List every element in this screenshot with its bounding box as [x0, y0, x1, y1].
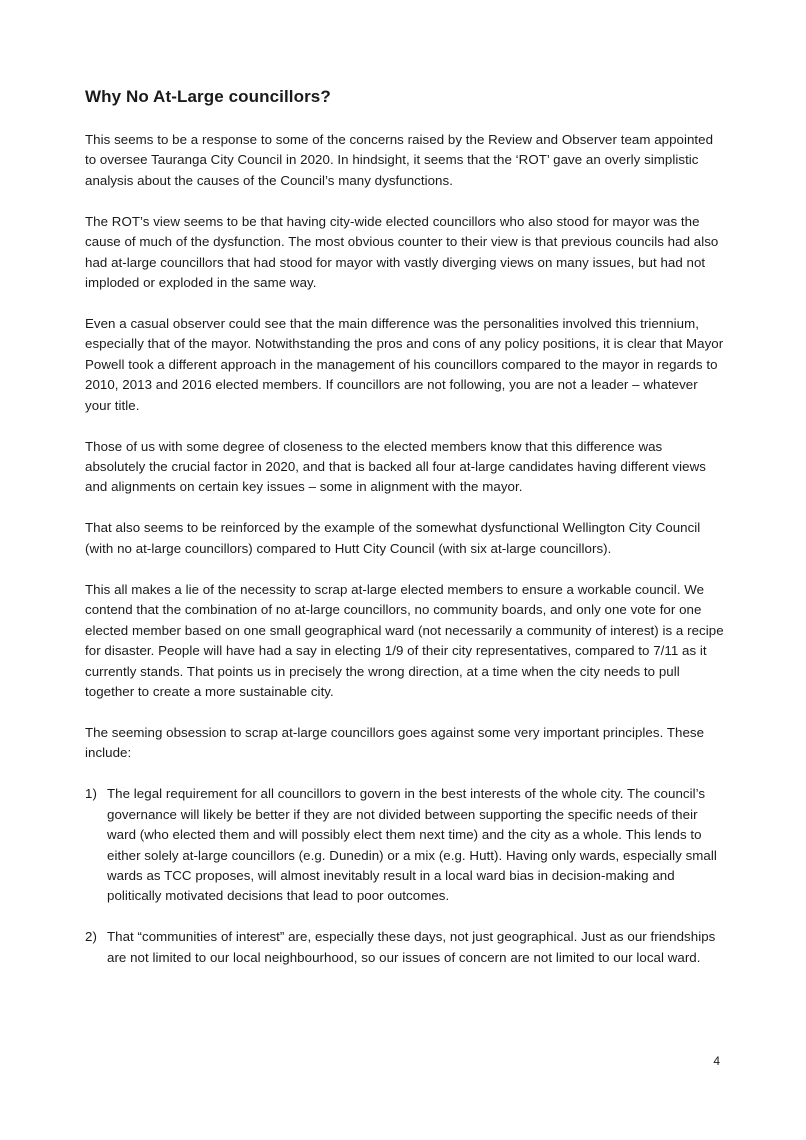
paragraph-makes-a-lie: This all makes a lie of the necessity to scrap at-large elected members to ensure a workable council. We contend that the combination of no at-large councillors, no community boards, and only one vote for one elected member based on one small geographical ward (not necessarily a community of interest) is a recipe for disaster. People will have had a say in electing 1/9 of their city representatives, compared to 7/11 as it currently stands. That points us in precisely the wrong direction, at a time when the city needs to pull together to create a more sustainable city.: [85, 581, 724, 699]
list-item: [85, 927, 725, 968]
paragraph-closeness: Those of us with some degree of closeness to the elected members know that this difference was absolutely the crucial factor in 2020, and that is backed all four at-large candidates having different views and alignments on certain key issues – some in alignment with the mayor.: [85, 438, 706, 495]
page-heading: Why No At-Large councillors?: [85, 87, 331, 106]
paragraph-casual-observer: Even a casual observer could see that the main difference was the personalities involved this triennium, especially that of the mayor. Notwithstanding the pros and cons of any policy positions, it is clear that Mayor Powell took a different approach in the management of his councillors compared to the mayor in regards to 2010, 2013 and 2016 elected members. If councillors are not following, you are not a leader – whatever your title.: [85, 316, 724, 413]
list-item-number: 1): [85, 786, 97, 802]
paragraph-wellington-example: That also seems to be reinforced by the example of the somewhat dysfunctional Wellington City Council (with no at-large councillors) compared to Hutt City Council (with six at-large councillors).: [85, 520, 701, 556]
principles-list: [85, 784, 725, 968]
paragraph-principles-intro: The seeming obsession to scrap at-large councillors goes against some very important principles. These include:: [85, 724, 705, 761]
paragraph-rot-response: This seems to be a response to some of the concerns raised by the Review and Observer team appointed to oversee Tauranga City Council in 2020. In hindsight, it seems that the ‘ROT’ gave an overly simplistic analysis about the causes of the Council’s many dysfunctions.: [85, 132, 714, 188]
document-page: [85, 86, 725, 989]
list-item-text: The legal requirement for all councillors to govern in the best interests of the whole city. The council’s governance will likely be better if they are not divided between supporting the specific needs of their ward (who elected them and will possibly elect them next time) and the city as a whole. This lends to either solely at-large councillors (e.g. Dunedin) or a mix (e.g. Hutt). Having only wards, especially small wards as TCC proposes, will almost inevitably result in a local ward bias in decision-making and politically motivated decisions that lead to poor outcomes.: [107, 786, 717, 904]
list-item-text: That “communities of interest” are, especially these days, not just geographical. Just as our friendships are not limited to our local neighbourhood, so our issues of concern are not limited to our local ward.: [107, 929, 716, 965]
paragraph-rot-view: The ROT’s view seems to be that having city-wide elected councillors who also stood for mayor was the cause of much of the dysfunction. The most obvious counter to their view is that previous councils had also had at-large councillors that had stood for mayor with vastly diverging views on many issues, but had not imploded or exploded in the same way.: [85, 213, 719, 291]
list-item-number: 2): [85, 929, 97, 945]
page-number: 4: [713, 1054, 720, 1068]
list-item: [85, 784, 725, 906]
